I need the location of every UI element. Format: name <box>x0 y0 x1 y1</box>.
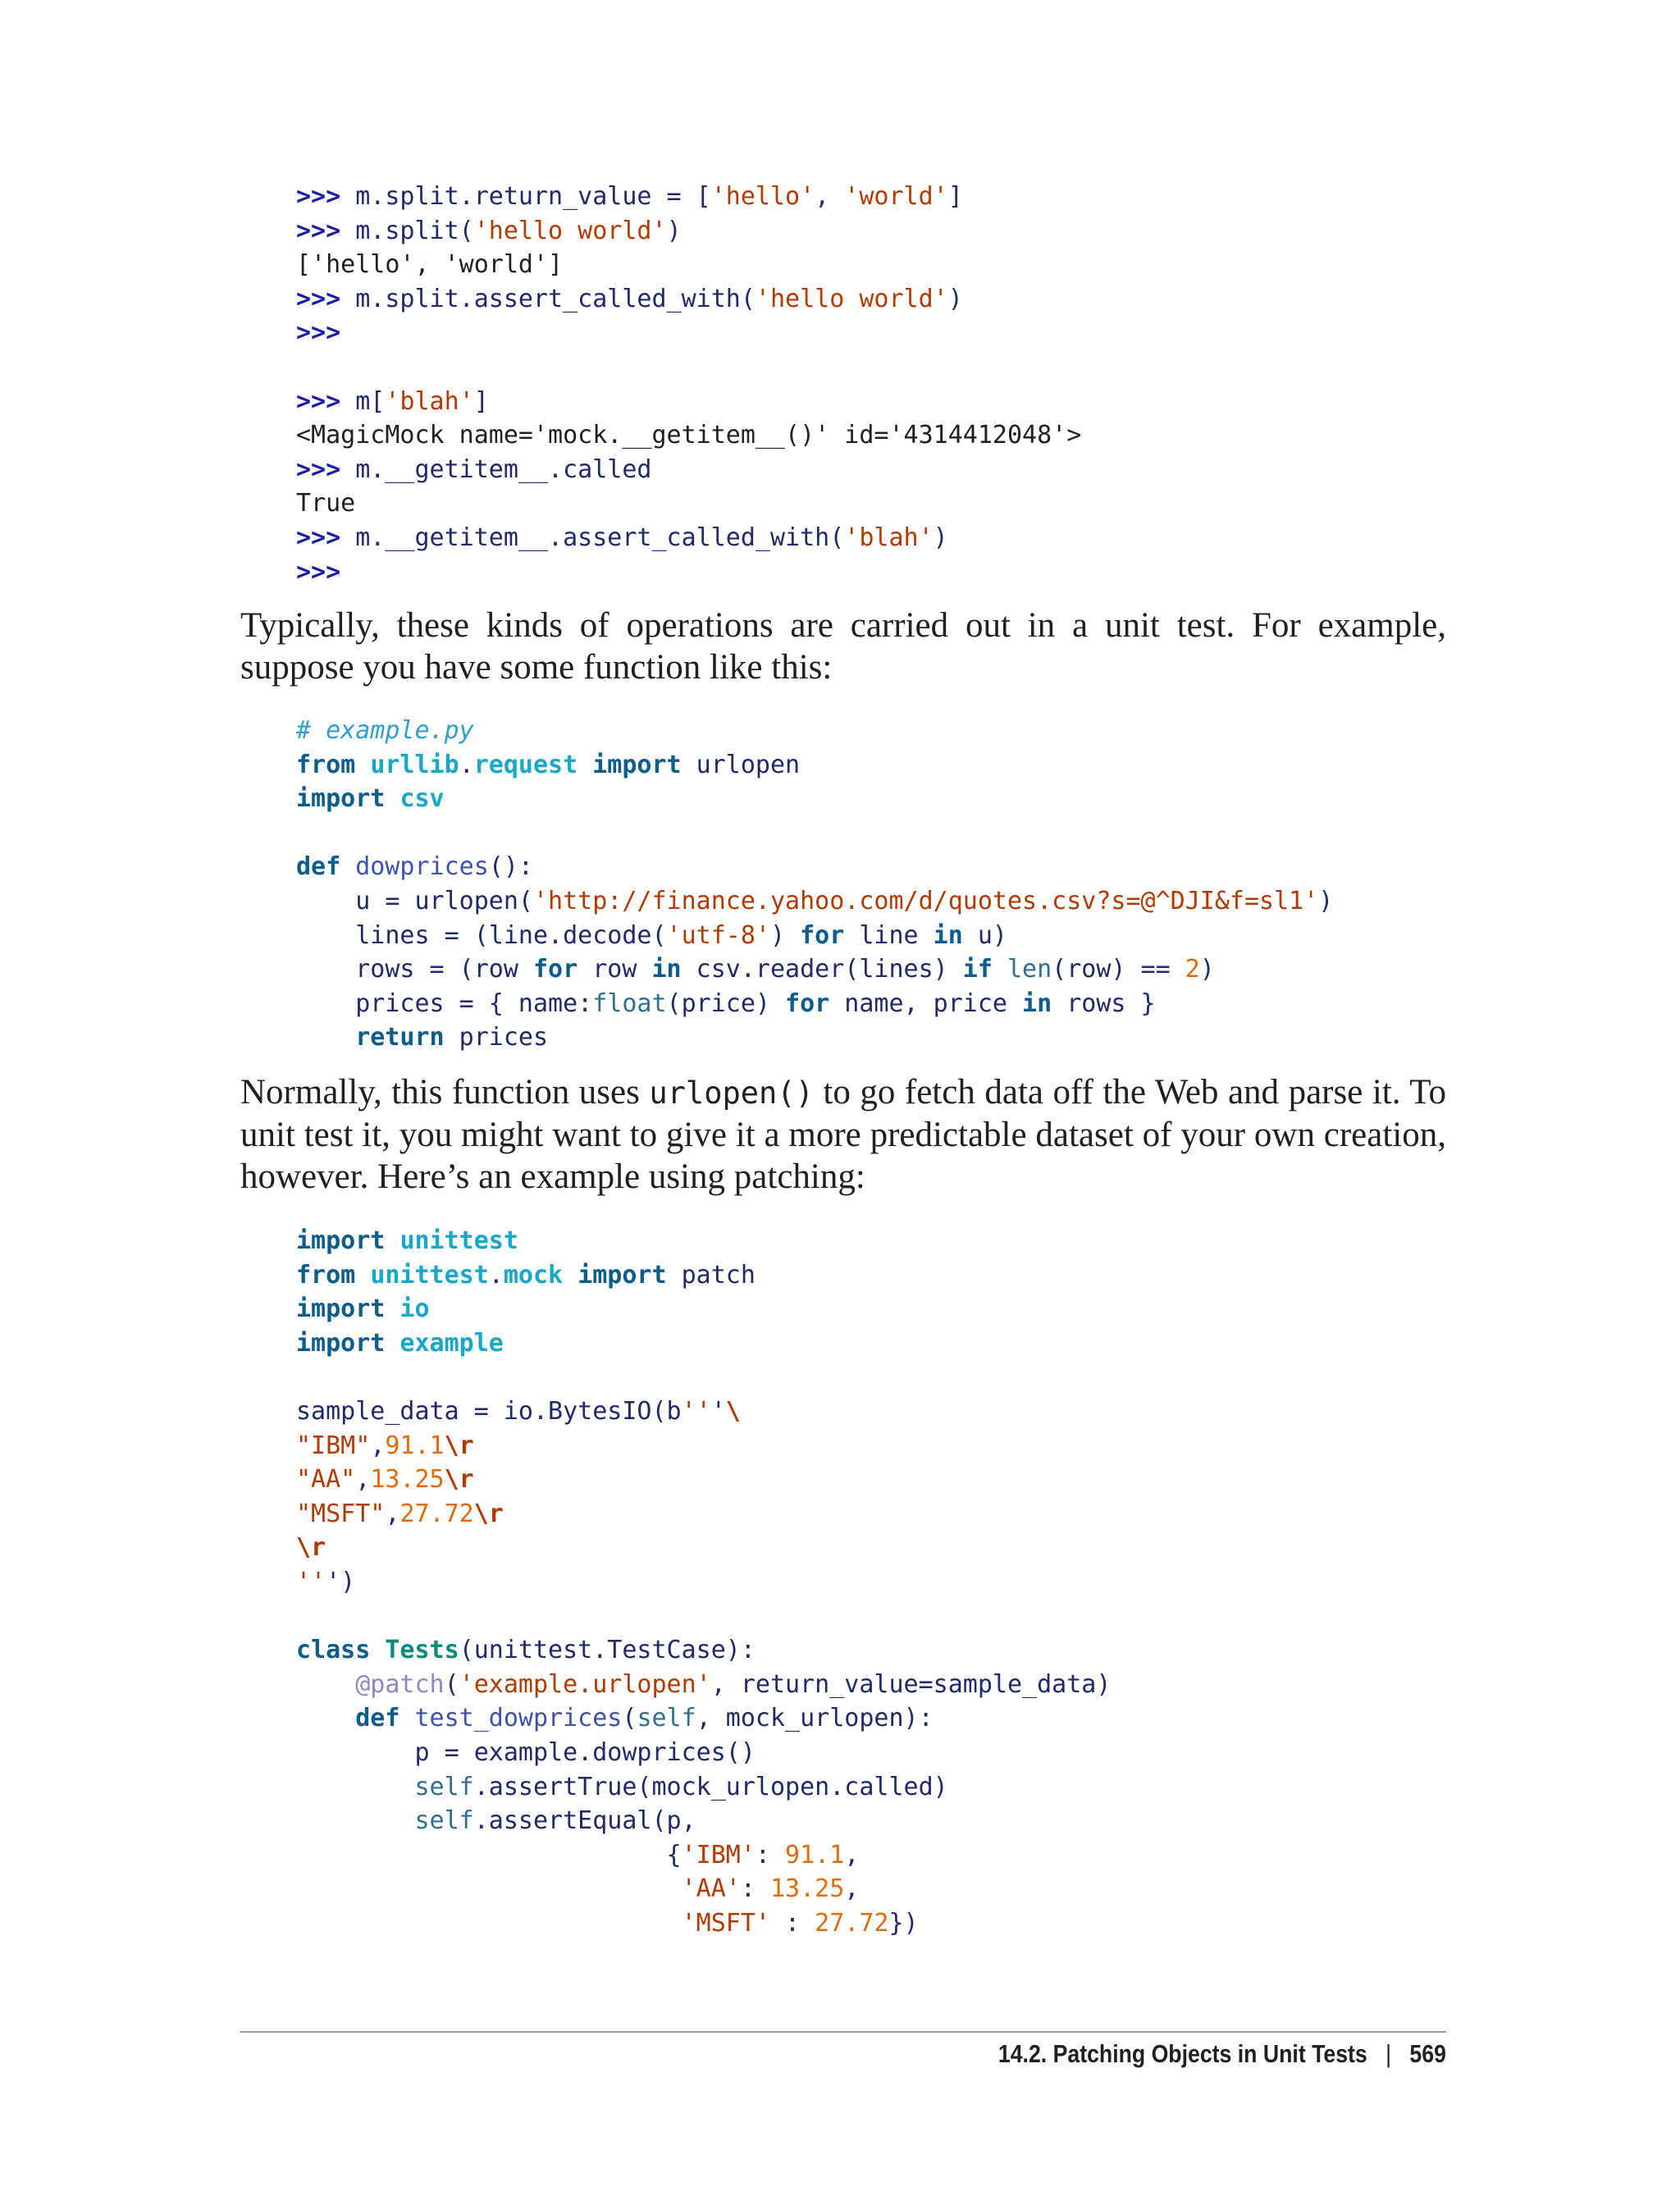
code-line: @patch('example.urlopen', return_value=sample_data) <box>355 1669 1112 1699</box>
footer-section-title: 14.2. Patching Objects in Unit Tests <box>998 2039 1367 2068</box>
code-line: >>> m['blah'] <box>296 386 489 416</box>
footer-divider <box>240 2031 1446 2033</box>
code-line: >>> m.split('hello world') <box>296 216 682 245</box>
code-line: "IBM",91.1\r <box>296 1431 474 1460</box>
code-line: sample_data = io.BytesIO(b'''\ <box>296 1396 741 1426</box>
code-line: def test_dowprices(self, mock_urlopen): <box>355 1704 934 1733</box>
code-line: import example <box>296 1328 504 1358</box>
paragraph-text: to go fetch data off the Web and parse it. To unit test it, you might want to give it a more predictable dataset of your own creation, however. Here’s an example using patching: <box>240 1073 1446 1196</box>
page-number: 569 <box>1409 2039 1446 2068</box>
code-line <box>296 816 1333 851</box>
code-line: return prices <box>355 1023 549 1052</box>
code-line: {'IBM': 91.1, <box>296 1840 860 1869</box>
code-line: "MSFT",27.72\r <box>296 1499 504 1528</box>
code-line: prices = { name:float(price) for name, price in rows } <box>296 988 1156 1018</box>
code-line: <MagicMock name='mock.__getitem__()' id='4314412048'> <box>296 421 1082 450</box>
code-line: >>> m.__getitem__.assert_called_with('blah') <box>296 523 948 552</box>
code-block-unittest-patch <box>296 1224 1111 1940</box>
code-line: u = urlopen('http://finance.yahoo.com/d/quotes.csv?s=@^DJI&f=sl1') <box>296 886 1334 915</box>
code-line: 'AA': 13.25, <box>681 1874 860 1904</box>
code-line: 'MSFT' : 27.72}) <box>681 1908 919 1938</box>
code-line: rows = (row for row in csv.reader(lines) if len(row) == 2) <box>296 955 1215 984</box>
code-line: self.assertTrue(mock_urlopen.called) <box>414 1772 948 1801</box>
page-footer <box>998 2039 1446 2069</box>
code-line: p = example.dowprices() <box>296 1737 756 1767</box>
code-line: import csv <box>296 784 445 814</box>
code-line: import io <box>296 1294 430 1324</box>
code-line: >>> m.__getitem__.called <box>296 454 652 484</box>
code-line: class Tests(unittest.TestCase): <box>296 1636 756 1665</box>
code-block-interactive-mock <box>296 180 1081 589</box>
code-block-example-py <box>296 714 1333 1055</box>
code-line: lines = (line.decode('utf-8') for line in u) <box>296 920 1007 950</box>
code-line <box>296 1600 1111 1634</box>
code-line: ''') <box>296 1567 356 1596</box>
code-line: "AA",13.25\r <box>296 1465 474 1495</box>
code-line: from urllib.request import urlopen <box>296 750 801 779</box>
code-line: # example.py <box>296 716 474 745</box>
footer-separator: | <box>1386 2039 1392 2068</box>
code-line: True <box>296 489 356 518</box>
code-line <box>296 350 1081 385</box>
code-line: from unittest.mock import patch <box>296 1260 756 1290</box>
code-line: self.assertEqual(p, <box>414 1806 696 1836</box>
paragraph-unit-test-intro: Typically, these kinds of operations are carried out in a unit test. For example, suppose you have some function like this: <box>240 606 1446 687</box>
code-line: def dowprices(): <box>296 852 533 882</box>
code-line: >>> <box>296 318 341 348</box>
code-line: >>> m.split.return_value = ['hello', 'world'] <box>296 182 963 211</box>
code-line: \r <box>296 1533 326 1563</box>
paragraph-patching-intro <box>240 1071 1446 1198</box>
code-line: >>> m.split.assert_called_with('hello world') <box>296 284 963 313</box>
inline-code-urlopen: urlopen() <box>649 1075 814 1111</box>
code-line: >>> <box>296 557 341 587</box>
paragraph-text: Normally, this function uses <box>240 1073 650 1112</box>
code-line <box>296 1360 1111 1395</box>
code-line: ['hello', 'world'] <box>296 250 564 280</box>
code-line: import unittest <box>296 1226 518 1255</box>
